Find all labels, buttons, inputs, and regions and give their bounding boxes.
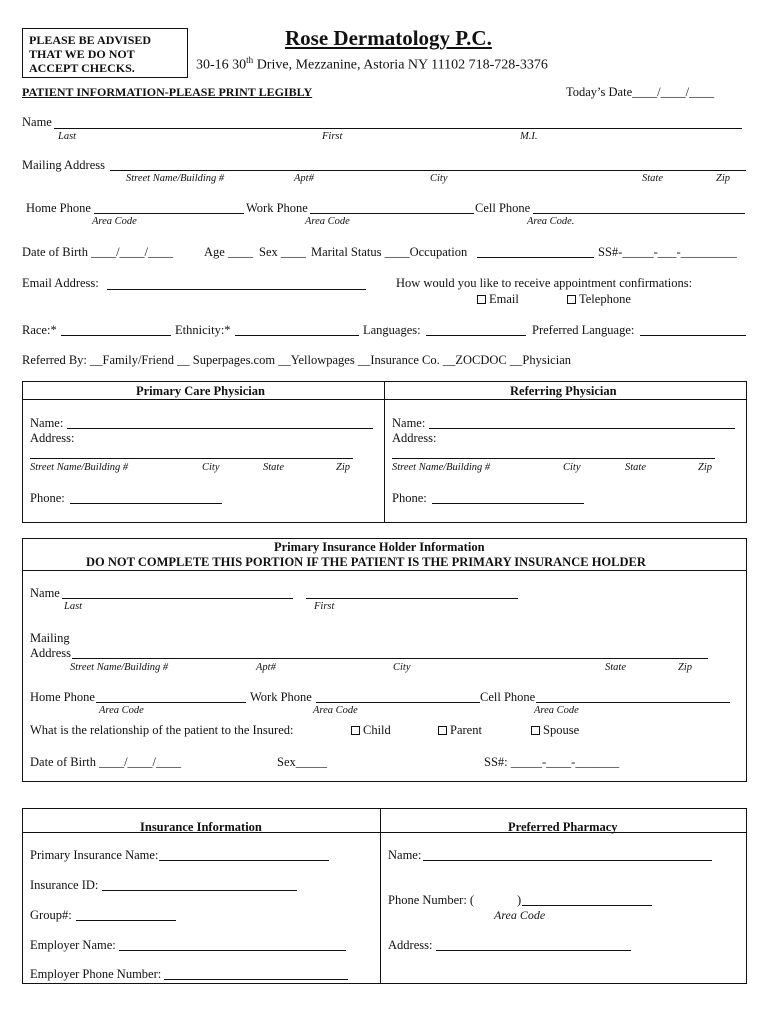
occupation-line[interactable]: [477, 257, 594, 258]
ss-field[interactable]: SS#-_____-___-_________: [598, 245, 737, 259]
holder-address-line[interactable]: [72, 658, 708, 659]
work-area-code: Area Code: [305, 216, 350, 227]
addr-city-caption: City: [430, 173, 448, 184]
pharmacy-title: Preferred Pharmacy: [508, 820, 618, 834]
marital-occupation-field[interactable]: Marital Status ____Occupation: [311, 245, 468, 259]
holder-mailing-label-1: Mailing: [30, 631, 70, 645]
insurance-info-title: Insurance Information: [140, 820, 262, 834]
work-phone-line[interactable]: [310, 213, 474, 214]
pharmacy-phone-label: Phone Number: (: [388, 893, 475, 907]
languages-line[interactable]: [426, 335, 526, 336]
holder-mailing-label-2: Address: [30, 646, 71, 660]
employer-name-line[interactable]: [119, 950, 346, 951]
cell-phone-line[interactable]: [533, 213, 745, 214]
holder-city-caption: City: [393, 662, 411, 673]
checkbox-icon[interactable]: [477, 295, 486, 304]
insurance-holder-title: Primary Insurance Holder Information: [274, 540, 485, 554]
holder-work-area-code: Area Code: [313, 705, 358, 716]
referred-by-field[interactable]: Referred By: __Family/Friend __ Superpages.com __Yellowpages __Insurance Co. __ZOCDOC __Physician: [22, 353, 572, 367]
addr-zip-caption: Zip: [716, 173, 731, 184]
pcp-state-caption: State: [263, 462, 284, 473]
holder-work-phone-line[interactable]: [316, 702, 480, 703]
ref-phone-line[interactable]: [432, 503, 584, 504]
pharmacy-phone-close: ): [517, 893, 522, 907]
pharmacy-phone-line[interactable]: [522, 905, 652, 906]
holder-cell-phone-line[interactable]: [536, 702, 730, 703]
home-phone-label: Home Phone: [26, 201, 91, 215]
notice-line-2: THAT WE DO NOT: [29, 47, 135, 61]
ref-name-line[interactable]: [429, 428, 735, 429]
addr-apt-caption: Apt#: [294, 173, 314, 184]
confirm-phone-option[interactable]: Telephone: [567, 292, 631, 307]
home-area-code: Area Code: [92, 216, 137, 227]
pcp-name-label: Name:: [30, 416, 64, 430]
checkbox-icon[interactable]: [351, 726, 360, 735]
notice-line-1: PLEASE BE ADVISED: [29, 33, 152, 47]
ethnicity-label: Ethnicity:*: [175, 323, 231, 337]
pcp-address-line[interactable]: [30, 458, 353, 459]
holder-home-area-code: Area Code: [99, 705, 144, 716]
holder-dob-field[interactable]: Date of Birth ____/____/____: [30, 755, 182, 769]
physicians-divider: [384, 381, 385, 523]
home-phone-line[interactable]: [94, 213, 244, 214]
work-phone-label: Work Phone: [246, 201, 308, 215]
email-line[interactable]: [107, 289, 366, 290]
insurance-pharmacy-header-rule: [22, 832, 747, 833]
pharmacy-name-line[interactable]: [423, 860, 712, 861]
physicians-header-rule: [22, 399, 747, 400]
ref-address-line[interactable]: [392, 458, 715, 459]
holder-name-label: Name: [30, 586, 60, 600]
employer-name-label: Employer Name:: [30, 938, 116, 952]
pcp-phone-line[interactable]: [70, 503, 222, 504]
holder-cell-area-code: Area Code: [534, 705, 579, 716]
preferred-language-line[interactable]: [640, 335, 746, 336]
pcp-street-caption: Street Name/Building #: [30, 462, 129, 473]
ref-title: Referring Physician: [510, 384, 617, 398]
confirm-email-option[interactable]: Email: [477, 292, 519, 307]
mailing-address-label: Mailing Address: [22, 158, 105, 172]
ref-name-label: Name:: [392, 416, 426, 430]
ref-street-caption: Street Name/Building #: [392, 462, 491, 473]
notice-line-3: ACCEPT CHECKS.: [29, 61, 135, 75]
patient-name-label: Name: [22, 115, 52, 129]
addr-state-caption: State: [642, 173, 663, 184]
patient-section-title: PATIENT INFORMATION-PLEASE PRINT LEGIBLY: [22, 85, 313, 99]
cell-area-code: Area Code.: [527, 216, 575, 227]
languages-label: Languages:: [363, 323, 421, 337]
cell-phone-label: Cell Phone: [475, 201, 531, 215]
pcp-zip-caption: Zip: [336, 462, 351, 473]
group-label: Group#:: [30, 908, 72, 922]
checkbox-icon[interactable]: [567, 295, 576, 304]
practice-name: Rose Dermatology P.C.: [285, 26, 492, 50]
pcp-name-line[interactable]: [67, 428, 373, 429]
ethnicity-line[interactable]: [235, 335, 359, 336]
holder-first-line[interactable]: [306, 598, 518, 599]
ref-zip-caption: Zip: [698, 462, 713, 473]
name-last-caption: Last: [58, 131, 77, 142]
race-label: Race:*: [22, 323, 57, 337]
ref-state-caption: State: [625, 462, 646, 473]
insurance-pharmacy-divider: [380, 808, 381, 984]
insurance-id-line[interactable]: [102, 890, 297, 891]
insurance-pharmacy-box: [22, 808, 747, 984]
holder-ss-field[interactable]: SS#: _____-____-_______: [484, 755, 620, 769]
ref-phone-label: Phone:: [392, 491, 427, 505]
relationship-parent-option[interactable]: Parent: [438, 723, 482, 738]
group-line[interactable]: [76, 920, 176, 921]
holder-cell-phone-label: Cell Phone: [480, 690, 536, 704]
confirm-question: How would you like to receive appointment confirmations:: [396, 276, 693, 290]
primary-insurance-label: Primary Insurance Name:: [30, 848, 159, 862]
pcp-title: Primary Care Physician: [136, 384, 265, 398]
age-field[interactable]: Age ____: [204, 245, 253, 259]
holder-last-caption: Last: [64, 601, 83, 612]
sex-field[interactable]: Sex ____: [259, 245, 306, 259]
employer-phone-label: Employer Phone Number:: [30, 967, 162, 981]
holder-work-phone-label: Work Phone: [250, 690, 312, 704]
holder-sex-field[interactable]: Sex_____: [277, 755, 327, 769]
relationship-question: What is the relationship of the patient to the Insured:: [30, 723, 294, 737]
todays-date-field[interactable]: Today’s Date____/____/____: [566, 85, 715, 99]
name-first-caption: First: [322, 131, 343, 142]
ref-city-caption: City: [563, 462, 581, 473]
pharmacy-name-label: Name:: [388, 848, 422, 862]
checkbox-icon[interactable]: [438, 726, 447, 735]
pcp-phone-label: Phone:: [30, 491, 65, 505]
holder-first-caption: First: [314, 601, 335, 612]
insurance-holder-warning: DO NOT COMPLETE THIS PORTION IF THE PATIENT IS THE PRIMARY INSURANCE HOLDER: [86, 555, 646, 569]
pcp-city-caption: City: [202, 462, 220, 473]
insurance-holder-box: [22, 538, 747, 782]
holder-zip-caption: Zip: [678, 662, 693, 673]
mailing-address-line[interactable]: [110, 170, 746, 171]
pharmacy-address-label: Address:: [388, 938, 433, 952]
pharmacy-area-code: Area Code: [494, 908, 546, 922]
holder-state-caption: State: [605, 662, 626, 673]
checkbox-icon[interactable]: [531, 726, 540, 735]
relationship-child-option[interactable]: Child: [351, 723, 391, 738]
practice-address: 30-16 30th Drive, Mezzanine, Astoria NY 11102 718-728-3376: [196, 55, 548, 73]
pharmacy-address-line[interactable]: [436, 950, 631, 951]
holder-home-phone-line[interactable]: [96, 702, 246, 703]
primary-insurance-line[interactable]: [159, 860, 329, 861]
addr-street-caption: Street Name/Building #: [126, 173, 225, 184]
ref-address-label: Address:: [392, 431, 437, 445]
dob-field[interactable]: Date of Birth ____/____/____: [22, 245, 174, 259]
holder-street-caption: Street Name/Building #: [70, 662, 169, 673]
preferred-language-label: Preferred Language:: [532, 323, 635, 337]
holder-last-line[interactable]: [62, 598, 293, 599]
holder-apt-caption: Apt#: [256, 662, 276, 673]
name-mi-caption: M.I.: [520, 131, 538, 142]
employer-phone-line[interactable]: [164, 979, 348, 980]
insurance-holder-header-rule: [22, 570, 747, 571]
pcp-address-label: Address:: [30, 431, 75, 445]
relationship-spouse-option[interactable]: Spouse: [531, 723, 579, 738]
race-line[interactable]: [61, 335, 171, 336]
insurance-id-label: Insurance ID:: [30, 878, 99, 892]
patient-name-line[interactable]: [54, 128, 742, 129]
holder-home-phone-label: Home Phone: [30, 690, 95, 704]
email-label: Email Address:: [22, 276, 99, 290]
